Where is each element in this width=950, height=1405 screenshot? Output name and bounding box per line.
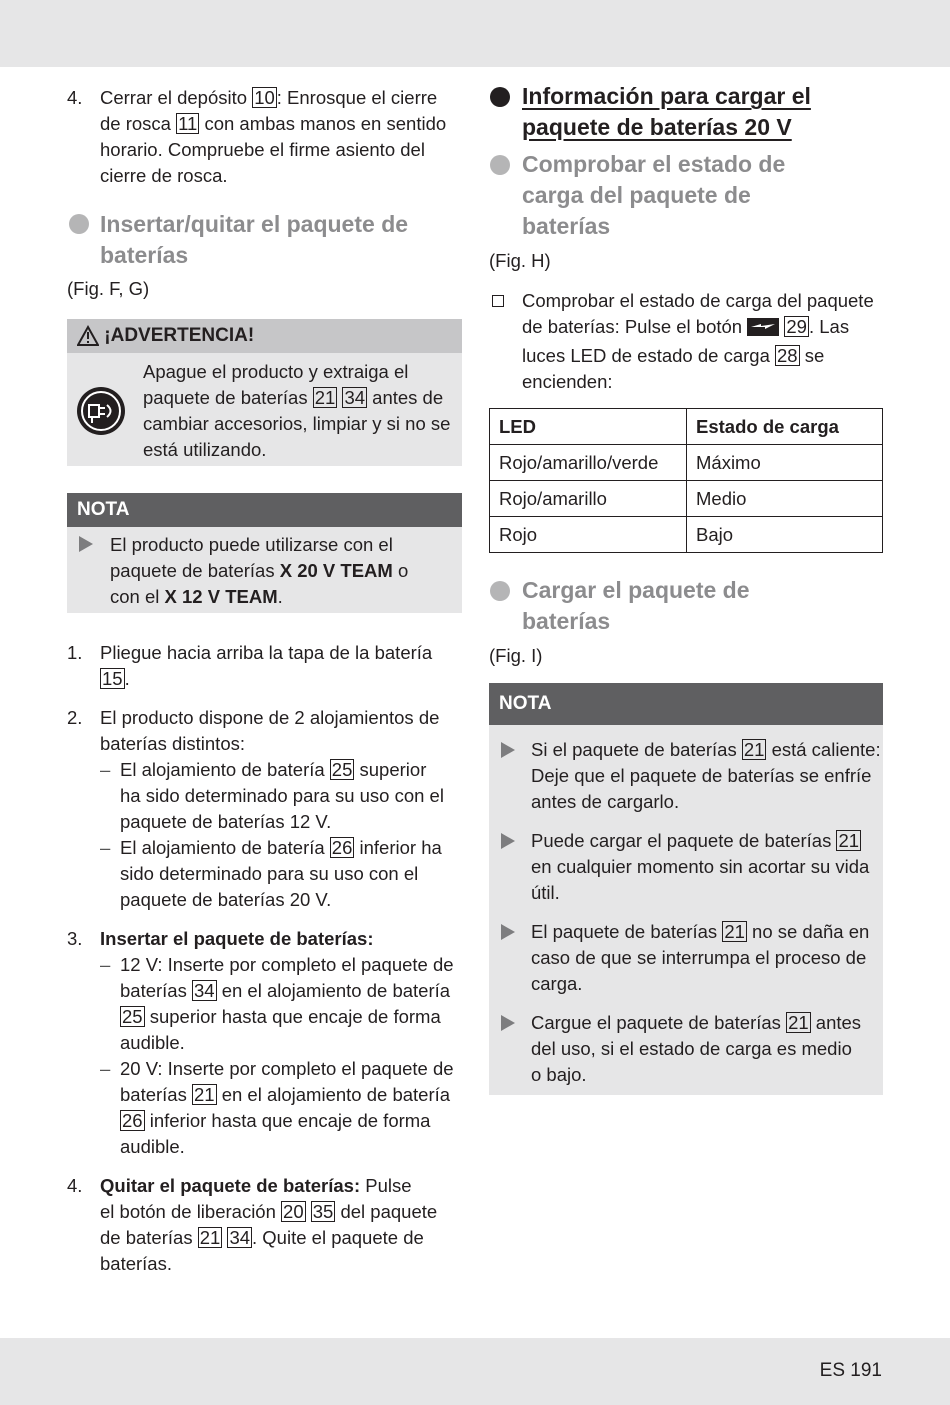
sub-item: – 12 V: Inserte por completo el paquete de baterías 34 en el alojamiento de batería 25 superior hasta que encaje de forma audible.: [100, 954, 454, 1053]
step-number: 3.: [67, 928, 83, 949]
bullet-dot: [490, 581, 510, 601]
page-number: ES 191: [819, 1360, 882, 1381]
table-cell: Rojo/amarillo: [490, 481, 687, 517]
note-item: Puede cargar el paquete de baterías 21 en cualquier momento sin acortar su vida útil.: [531, 830, 870, 903]
step-number: 2.: [67, 707, 83, 728]
step-text: Pliegue hacia arriba la tapa de la batería 15 .: [100, 642, 433, 689]
check-text: Comprobar el estado de carga del paquete de baterías: Pulse el botón 29 . Las luces LED de estado de carga 28 se encienden:: [522, 290, 874, 392]
figure-reference: (Fig. I): [489, 645, 543, 666]
note-body: [489, 725, 883, 1095]
table-header: Estado de carga: [687, 409, 883, 445]
table-cell: Rojo: [490, 517, 687, 553]
arrow-bullet-icon: [501, 1015, 515, 1031]
note-header: NOTA: [489, 683, 883, 725]
arrow-bullet-icon: [79, 536, 93, 552]
table-row: [490, 481, 883, 517]
bullet-dot: [490, 155, 510, 175]
table-row: [490, 445, 883, 481]
step-title: Insertar el paquete de baterías:: [100, 928, 374, 949]
note-text: El producto puede utilizarse con el paquete de baterías X 20 V TEAM o con el X 12 V TEAM.: [110, 534, 409, 607]
step-number: 1.: [67, 642, 83, 663]
figure-reference: (Fig. F, G): [67, 278, 150, 299]
led-status-table: [489, 408, 883, 553]
table-row: [490, 517, 883, 553]
step-text: El producto dispone de 2 alojamientos de baterías distintos:: [100, 707, 440, 754]
footer-bar: [0, 1338, 950, 1405]
arrow-bullet-icon: [501, 924, 515, 940]
bullet-dot: [490, 87, 510, 107]
step-text: Cerrar el depósito 10 : Enrosque el cierre de rosca 11 con ambas manos en sentido horario. Compruebe el firme asiento del cierre de rosca.: [100, 87, 447, 186]
note-item: Cargue el paquete de baterías 21 antes del uso, si el estado de carga es medio o bajo.: [531, 1012, 862, 1085]
note-header: NOTA: [67, 493, 462, 527]
table-cell: Rojo/amarillo/verde: [490, 445, 687, 481]
step-number: 4.: [67, 1175, 83, 1196]
note-item: Si el paquete de baterías 21 está caliente: Deje que el paquete de baterías se enfríe antes de cargarlo.: [531, 739, 881, 812]
charge-button-icon: [747, 317, 779, 343]
warning-title: ¡ADVERTENCIA!: [104, 325, 255, 346]
arrow-bullet-icon: [501, 833, 515, 849]
table-cell: Bajo: [687, 517, 883, 553]
sub-item: – El alojamiento de batería 25 superior ha sido determinado para su uso con el paquete de baterías 12 V.: [100, 759, 444, 832]
header-bar: [0, 0, 950, 67]
section-heading: Comprobar el estado de carga del paquete de baterías: [522, 151, 786, 239]
note-item: El paquete de baterías 21 no se daña en caso de que se interrumpa el proceso de carga.: [531, 921, 870, 994]
table-cell: Máximo: [687, 445, 883, 481]
arrow-bullet-icon: [501, 742, 515, 758]
figure-reference: (Fig. H): [489, 250, 551, 271]
section-heading: Insertar/quitar el paquete de baterías: [100, 211, 409, 268]
warning-header: [67, 319, 462, 353]
warning-body: [67, 353, 462, 466]
unplug-icon: [76, 386, 126, 441]
warning-text: Apague el producto y extraiga el paquete de baterías 21 34 antes de cambiar accesorios, limpiar y si no se está utilizando.: [143, 361, 451, 460]
table-cell: Medio: [687, 481, 883, 517]
sub-item: – 20 V: Inserte por completo el paquete de baterías 21 en el alojamiento de batería 26 inferior hasta que encaje de forma audible.: [100, 1058, 454, 1157]
note-body: [67, 527, 462, 613]
sub-item: – El alojamiento de batería 26 inferior ha sido determinado para su uso con el paquete de baterías 20 V.: [100, 837, 442, 910]
checkbox-bullet-icon: [492, 295, 504, 307]
step-number: 4.: [67, 87, 83, 108]
table-header: LED: [490, 409, 687, 445]
bullet-dot: [69, 214, 89, 234]
step-text: Quitar el paquete de baterías: Pulse el botón de liberación 20 35 del paquete de baterías 21 34 . Quite el paquete de baterías.: [100, 1175, 438, 1274]
section-heading: Cargar el paquete de baterías: [522, 577, 750, 634]
table-header-row: [490, 409, 883, 445]
main-heading: Información para cargar el paquete de baterías 20 V: [522, 83, 811, 140]
